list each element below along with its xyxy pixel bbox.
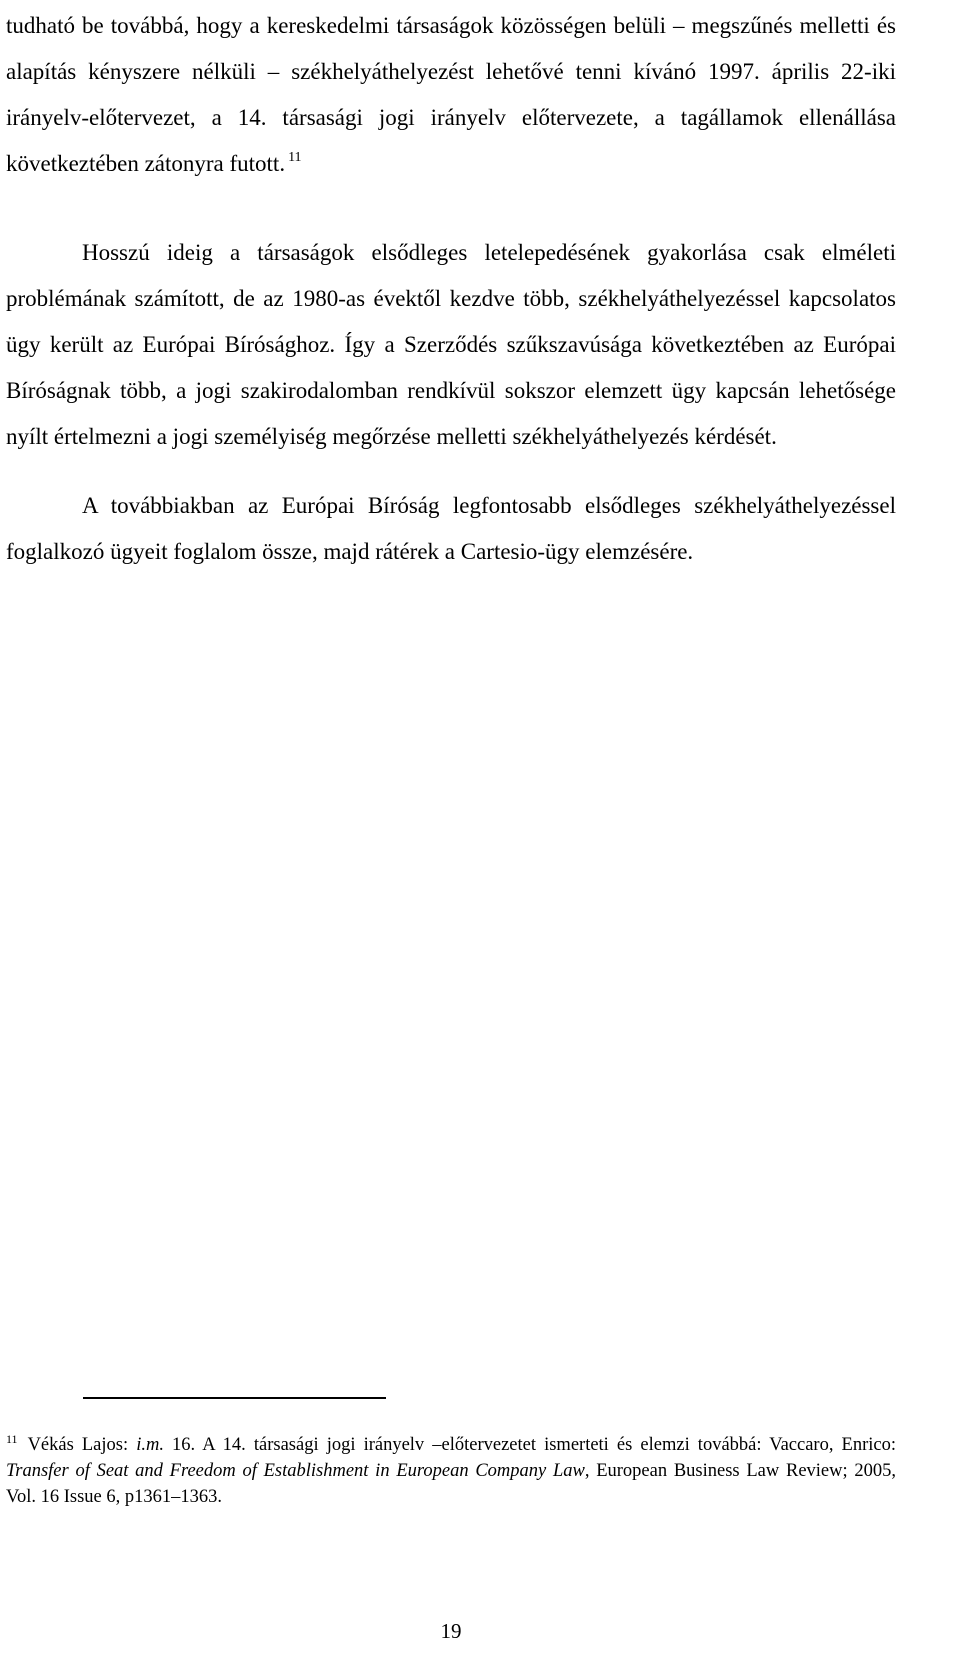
footnote-text-italic2: Transfer of Seat and Freedom of Establishment in European Company Law (6, 1461, 585, 1481)
paragraph-continuation (6, 3, 896, 187)
paragraph-main: Hosszú ideig a társaságok elsődleges letelepedésének gyakorlása csak elméleti problémának számított, de az 1980-as évektől kezdve több, székhelyáthelyezéssel kapcsolatos ügy került az Európai Bírósághoz. Így a Szerződés szűkszavúsága következtében az Európai Bíróságnak több, a jogi szakirodalomban rendkívül sokszor elemzett ügy kapcsán lehetősége nyílt értelmezni a jogi személyiség megőrzése melletti székhelyáthelyezés kérdését. (6, 240, 896, 449)
paragraph-second: A továbbiakban az Európai Bíróság legfontosabb elsődleges székhelyáthelyezéssel foglalkozó ügyeit foglalom össze, majd rátérek a Cartesio-ügy elemzésére. (6, 493, 896, 564)
footnote-text-italic1: i.m. (136, 1435, 164, 1455)
footnote-text-part1: Vékás Lajos: (27, 1435, 137, 1455)
page-number: 19 (440, 1619, 462, 1643)
document-page (6, 0, 896, 1678)
footnote-reference[interactable]: 11 (288, 150, 302, 165)
footnote (6, 1432, 896, 1510)
paragraph-continuation-text: tudható be továbbá, hogy a kereskedelmi társaságok közösségen belüli – megszűnés melletti és alapítás kényszere nélküli – székhelyáthelyezést lehetővé tenni kívánó 1997. április 22-iki irányelv-előtervezet, a 14. társasági jogi irányelv előtervezete, a tagállamok ellenállása következtében zátonyra futott. (6, 13, 896, 176)
footnote-mark: 11 (6, 1432, 18, 1446)
footnote-text-part3: , European Business Law Review; 2005, Vol. 16 Issue 6, p1361–1363. (6, 1461, 896, 1507)
footnote-text-part2: 16. A 14. társasági jogi irányelv –előtervezetet ismerteti és elemzi továbbá: Vaccaro, Enrico: (163, 1435, 896, 1455)
footnote-separator (83, 1397, 386, 1399)
